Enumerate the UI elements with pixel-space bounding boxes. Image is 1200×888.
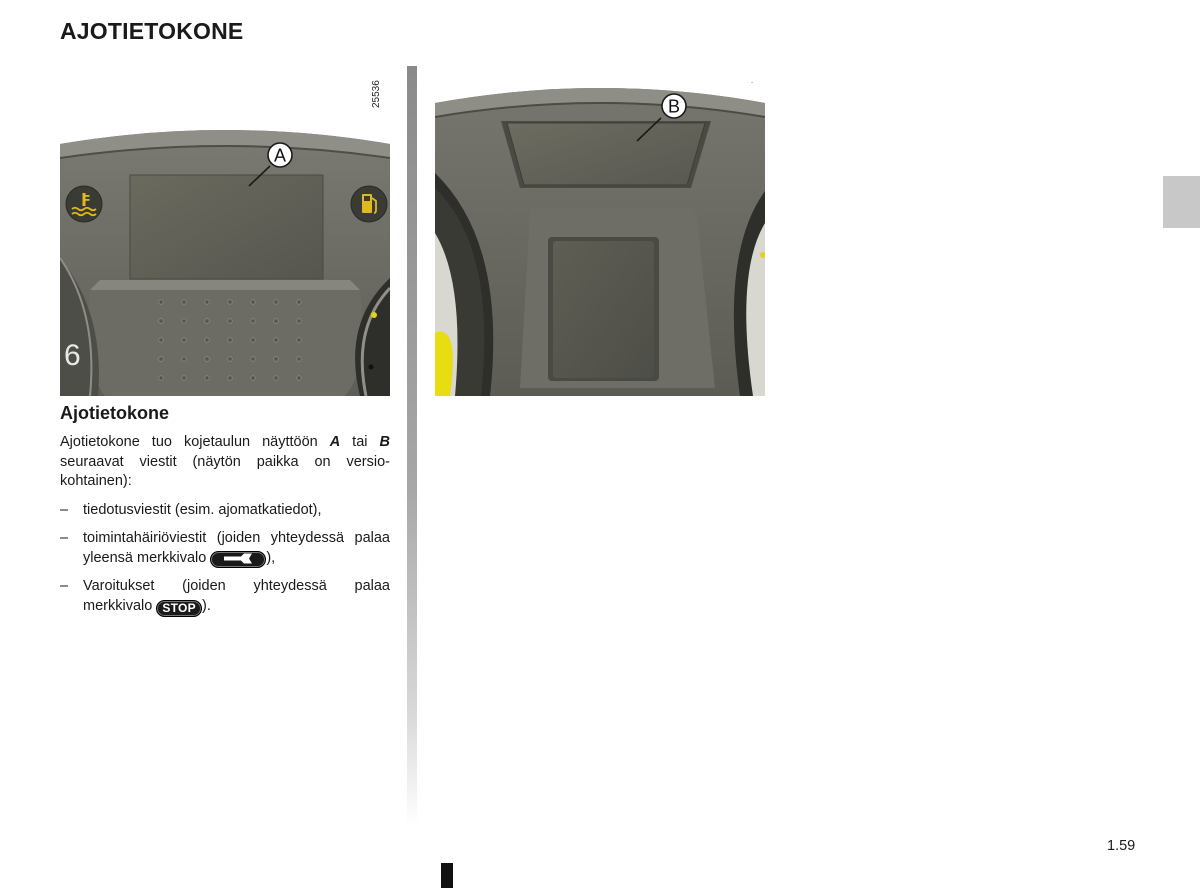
instrument-cluster-figure-b [435,83,765,396]
crop-mark [441,863,453,888]
stop-warning-icon: STOP [156,600,202,617]
intro-text: tai [340,434,380,450]
coolant-temperature-icon [66,186,102,222]
list-item-text: ). [201,597,211,614]
message-list [60,501,390,617]
list-item-text: toimintahäiriöviestit (joiden yhteydessä palaa yleensä merkkivalo [83,530,390,566]
fuel-pump-icon [351,186,387,222]
list-item [60,501,390,521]
section-body [60,433,390,626]
list-item [60,529,390,568]
list-item-text: tiedotusviestit (esim. ajomatkatiedot), [83,501,322,518]
callout-b-label: B [667,96,681,117]
column-divider [407,66,417,826]
intro-paragraph [60,433,390,492]
gauge-digit: 6 [64,339,81,372]
page-number: 1.59 [1107,838,1136,854]
page-title: AJOTIETOKONE [60,18,244,44]
intro-text: seuraavat viestit (näytön paikka on versiokohtainen): [60,453,390,489]
list-item-text: Varoitukset (joiden yhteydessä palaa merkkivalo [83,578,390,614]
bullet-dash: – [60,501,69,518]
display-b-ref: B [379,434,390,450]
display-a-ref: A [329,434,341,450]
bullet-dash: – [60,578,69,594]
bullet-dash: – [60,530,69,546]
instrument-cluster-figure-a [60,128,390,396]
list-item-text: ), [266,549,276,566]
wrench-icon [210,551,266,568]
callout-a-label: A [273,145,287,166]
section-heading: Ajotietokone [60,403,170,423]
intro-text: Ajotietokone tuo kojetaulun näyttöön [60,434,330,450]
list-item [60,577,390,617]
chapter-tab [1163,176,1200,228]
left-figure-code: 25536 [371,80,382,108]
